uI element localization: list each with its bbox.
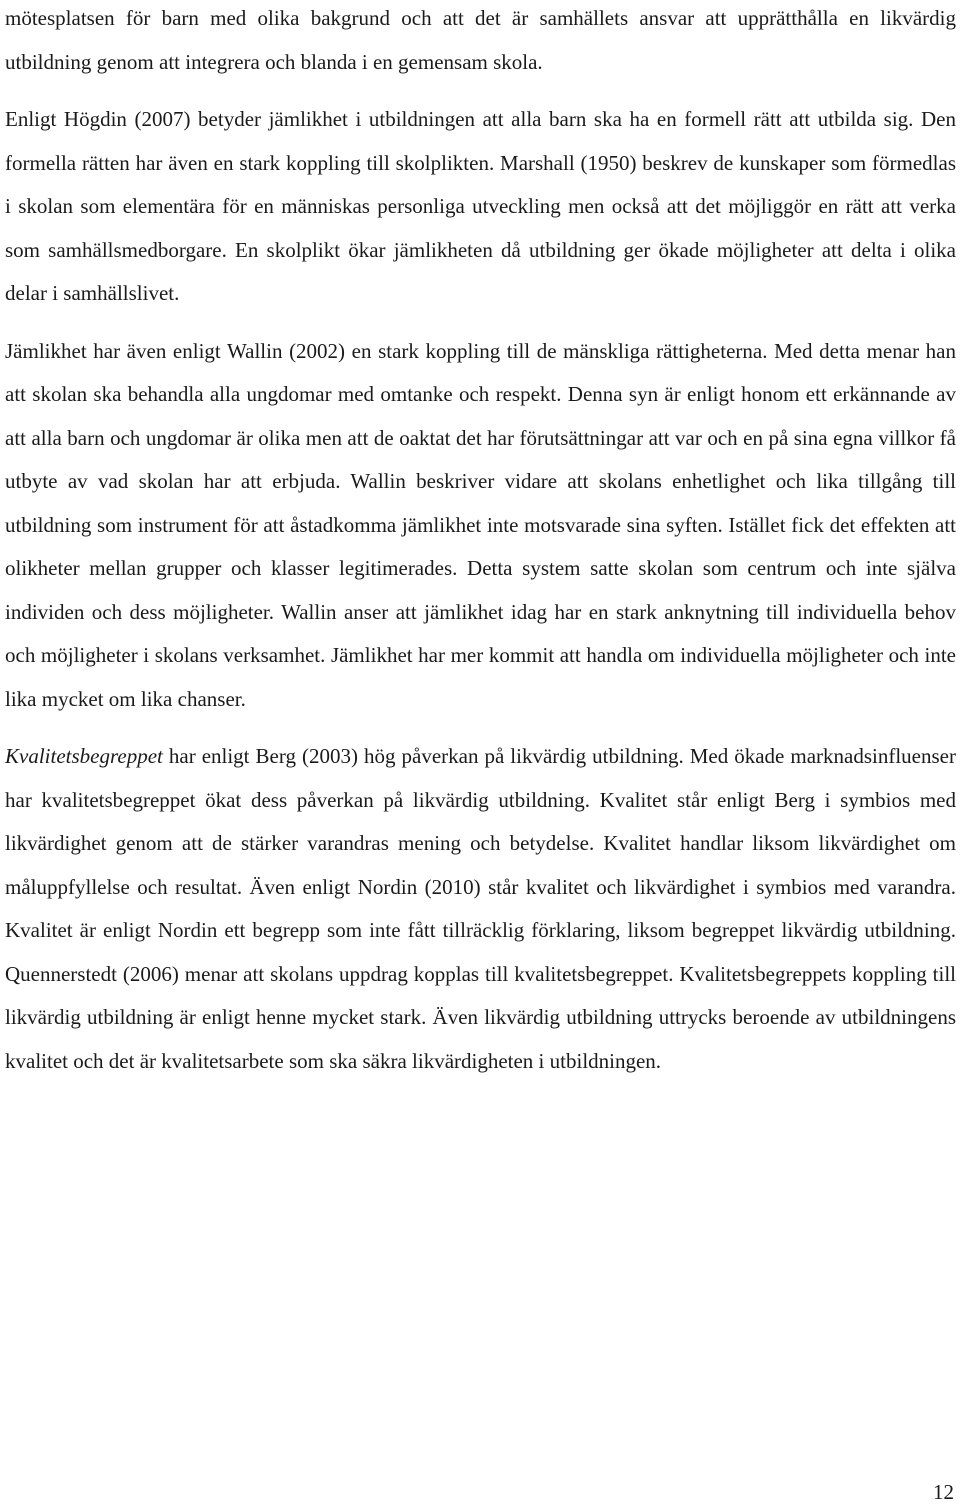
paragraph-text: Enligt Högdin (2007) betyder jämlikhet i utbildningen att alla barn ska ha en formell rätt att utbilda sig. Den formella rätten har även en stark koppling till skolplikten. Marshall (1950) beskrev de kunskaper som förmedlas i skolan som elementära för en människas personliga utveckling men också att det möjliggör en rätt att verka som samhällsmedborgare. En skolplikt ökar jämlikheten då utbildning ger ökade möjligheter att delta i olika delar i samhällslivet. <box>5 107 956 305</box>
document-page <box>5 0 956 1083</box>
page-number: 12 <box>933 1480 954 1504</box>
paragraph-intro-continuation <box>5 0 956 84</box>
paragraph-wallin <box>5 330 956 722</box>
italic-term: Kvalitetsbegreppet <box>5 744 163 768</box>
paragraph-text: Jämlikhet har även enligt Wallin (2002) en stark koppling till de mänskliga rättigheterna. Med detta menar han att skolan ska behandla alla ungdomar med omtanke och respekt. Denna syn är enligt honom ett erkännande av att alla barn och ungdomar är olika men att de oaktat det har förutsättningar att var och en på sina egna villkor få utbyte av vad skolan har att erbjuda. Wallin beskriver vidare att skolans enhetlighet och lika tillgång till utbildning som instrument för att åstadkomma jämlikhet inte motsvarade sina syften. Istället fick det effekten att olikheter mellan grupper och klasser legitimerades. Detta system satte skolan som centrum och inte själva individen och dess möjligheter. Wallin anser att jämlikhet idag har en stark anknytning till individuella behov och möjligheter i skolans verksamhet. Jämlikhet har mer kommit att handla om individuella möjligheter och inte lika mycket om lika chanser. <box>5 338 956 711</box>
paragraph-text: har enligt Berg (2003) hög påverkan på likvärdig utbildning. Med ökade marknadsinfluenser har kvalitetsbegreppet ökat dess påverkan på likvärdig utbildning. Kvalitet står enligt Berg i symbios med likvärdighet genom att de stärker varandras mening och betydelse. Kvalitet handlar liksom likvärdighet om måluppfyllelse och resultat. Även enligt Nordin (2010) står kvalitet och likvärdighet i symbios med varandra. Kvalitet är enligt Nordin ett begrepp som inte fått tillräcklig förklaring, liksom begreppet likvärdig utbildning. Quennerstedt (2006) menar att skolans uppdrag kopplas till kvalitetsbegreppet. Kvalitetsbegreppets koppling till likvärdig utbildning är enligt henne mycket stark. Även likvärdig utbildning uttrycks beroende av utbildningens kvalitet och det är kvalitetsarbete som ska säkra likvärdigheten i utbildningen. <box>5 744 956 1073</box>
paragraph-hogdin <box>5 98 956 316</box>
paragraph-kvalitet <box>5 735 956 1083</box>
paragraph-text: mötesplatsen för barn med olika bakgrund och att det är samhällets ansvar att upprätthålla en likvärdig utbildning genom att integrera och blanda i en gemensam skola. <box>5 6 956 74</box>
